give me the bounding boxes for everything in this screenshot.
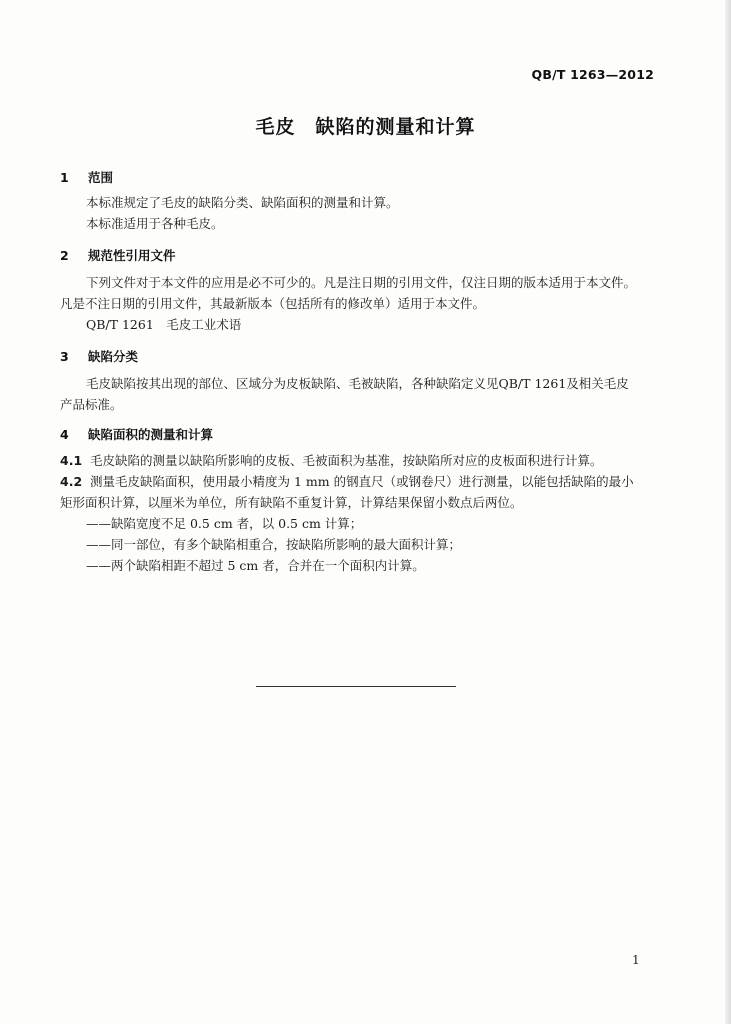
scan-edge	[725, 0, 731, 1024]
normative-reference: QB/T 1261 毛皮工业术语	[86, 317, 242, 332]
section-number: 1	[60, 170, 69, 185]
section-2-line-2: 凡是不注日期的引用文件，其最新版本（包括所有的修改单）适用于本文件。	[60, 296, 486, 311]
section-number: 3	[60, 349, 69, 364]
section-3-heading	[60, 347, 138, 365]
section-title: 规范性引用文件	[88, 248, 176, 263]
clause-text: 测量毛皮缺陷面积，使用最小精度为 1 mm 的钢直尺（或钢卷尺）进行测量，以能包括缺陷的最小	[90, 474, 634, 489]
list-item: ——同一部位，有多个缺陷相重合，按缺陷所影响的最大面积计算；	[86, 537, 462, 552]
clause-number: 4.2	[60, 474, 83, 489]
section-title: 范围	[88, 170, 114, 185]
section-1-line-1: 本标准规定了毛皮的缺陷分类、缺陷面积的测量和计算。	[86, 195, 399, 210]
page-number: 1	[632, 953, 640, 967]
section-2-heading	[60, 246, 176, 264]
clause-4-2	[60, 474, 634, 490]
list-item: ——两个缺陷相距不超过 5 cm 者，合并在一个面积内计算。	[86, 558, 425, 573]
section-4-heading	[60, 425, 213, 443]
document-title: 毛皮 缺陷的测量和计算	[255, 116, 476, 138]
section-1-heading	[60, 168, 113, 186]
clause-4-1	[60, 453, 603, 469]
section-3-line-2: 产品标准。	[60, 397, 123, 412]
list-item: ——缺陷宽度不足 0.5 cm 者，以 0.5 cm 计算；	[86, 516, 363, 531]
section-title: 缺陷分类	[88, 349, 139, 364]
end-of-text-rule	[256, 686, 456, 687]
section-2-line-1: 下列文件对于本文件的应用是必不可少的。凡是注日期的引用文件，仅注日期的版本适用于本文件。	[86, 275, 637, 290]
section-number: 4	[60, 427, 69, 442]
standard-code: QB/T 1263—2012	[531, 67, 654, 82]
section-number: 2	[60, 248, 69, 263]
clause-4-2-continuation: 矩形面积计算，以厘米为单位，所有缺陷不重复计算，计算结果保留小数点后两位。	[60, 495, 523, 510]
clause-text: 毛皮缺陷的测量以缺陷所影响的皮板、毛被面积为基准，按缺陷所对应的皮板面积进行计算。	[90, 453, 603, 468]
section-3-line-1: 毛皮缺陷按其出现的部位、区域分为皮板缺陷、毛被缺陷，各种缺陷定义见QB/T 1261及相关毛皮	[86, 376, 629, 391]
section-1-line-2: 本标准适用于各种毛皮。	[86, 216, 224, 231]
clause-number: 4.1	[60, 453, 83, 468]
section-title: 缺陷面积的测量和计算	[88, 427, 214, 442]
